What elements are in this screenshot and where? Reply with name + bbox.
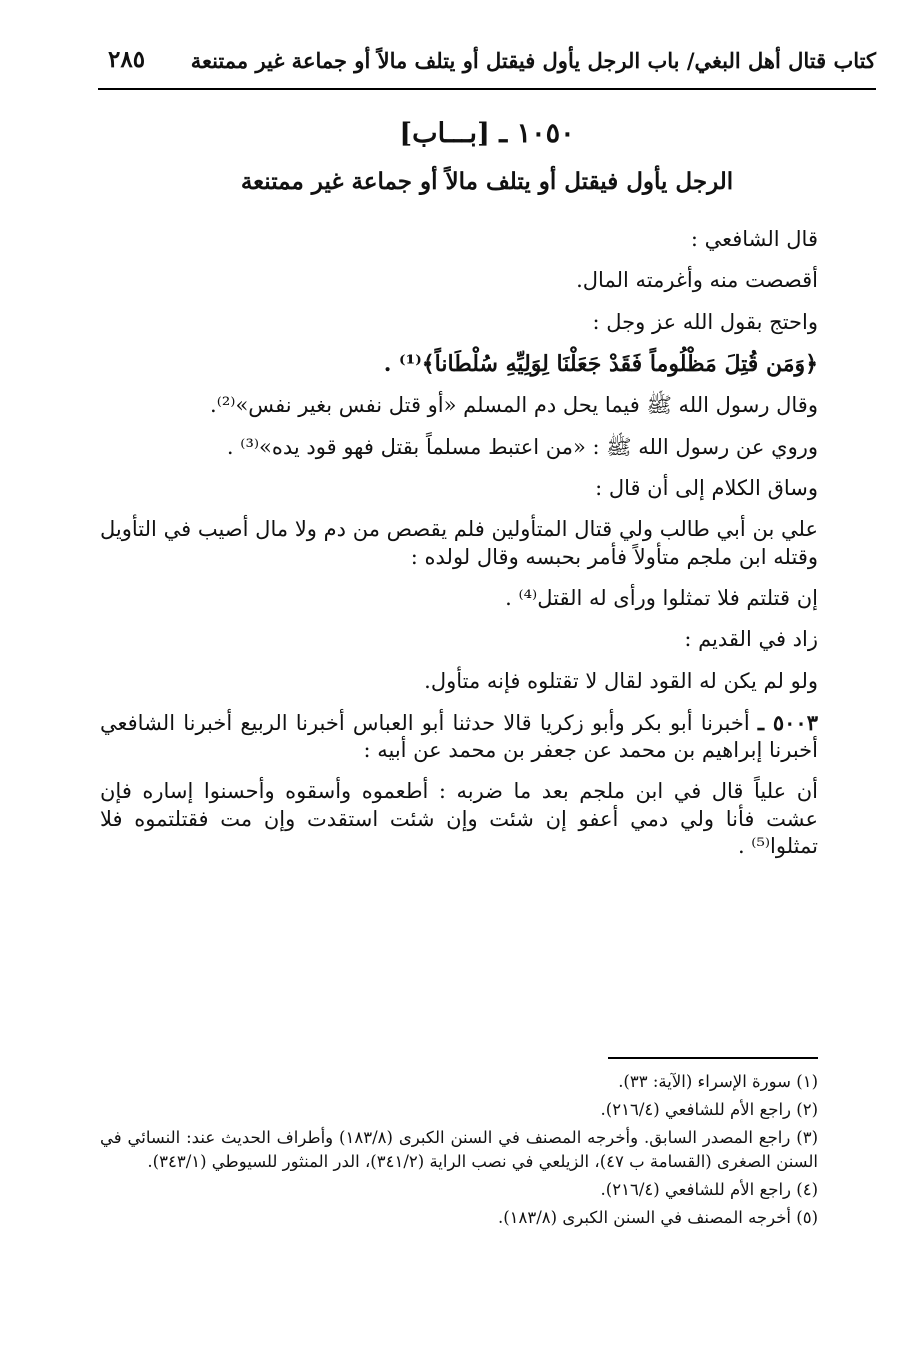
chapter-heading: ١٠٥٠ ـ [بـــاب]	[399, 118, 575, 149]
paragraph: أن علياً قال في ابن ملجم بعد ما ضربه : أطعموه وأسقوه وأحسنوا إساره فإن عشت فأنا ولي دمي أعفو إن شئت وإن شئت استقدت وإن مت فقتلتموه فلا تمثلوا⁽⁵⁾ .	[100, 779, 818, 859]
main-text	[100, 226, 818, 874]
paragraph: قال الشافعي :	[690, 227, 818, 251]
running-title: كتاب قتال أهل البغي/ باب الرجل يأول فيقتل أو يتلف مالاً أو جماعة غير ممتنعة	[190, 48, 876, 73]
paragraph: وروي عن رسول الله ﷺ : «من اعتبط مسلماً بقتل فهو قود يده»⁽³⁾ .	[226, 434, 818, 459]
hadith-paragraph	[100, 709, 818, 765]
footnote: (١) سورة الإسراء (الآية: ٣٣).	[618, 1072, 818, 1091]
running-header	[98, 42, 876, 90]
chapter-subtitle: الرجل يأول فيقتل أو يتلف مالاً أو جماعة غير ممتنعة	[240, 168, 734, 195]
paragraph: وساق الكلام إلى أن قال :	[595, 476, 818, 501]
footnote: (٤) راجع الأم للشافعي (٢١٦/٤).	[600, 1179, 818, 1199]
paragraph: زاد في القديم :	[684, 627, 818, 652]
footnote: (٢) راجع الأم للشافعي (٢١٦/٤).	[600, 1099, 818, 1119]
hadith-number: ٥٠٠٣ ـ	[757, 709, 818, 735]
footnote: (٥) أخرجه المصنف في السنن الكبرى (١٨٣/٨).	[497, 1207, 818, 1227]
paragraph: وقال رسول الله ﷺ فيما يحل دم المسلم «أو قتل نفس بغير نفس»⁽²⁾.	[210, 393, 818, 418]
footnote: (٣) راجع المصدر السابق. وأخرجه المصنف في السنن الكبرى (١٨٣/٨) وأطراف الحديث عند: النسائي في السنن الصغرى (القسامة ب ٤٧)، الزيلعي في نصب الراية (٣٤١/٢)، الدر المنثور للسيوطي (٣٤٣/١).	[100, 1127, 818, 1171]
paragraph: واحتج بقول الله عز وجل :	[592, 309, 818, 334]
footnotes	[100, 1070, 818, 1234]
quran-verse: ﴿وَمَن قُتِلَ مَظْلُوماً فَقَدْ جَعَلْنَا لِوَلِيِّهِ سُلْطَاناً﴾⁽¹⁾ .	[383, 350, 818, 377]
paragraph: ولو لم يكن له القود لقال لا تقتلوه فإنه متأول.	[424, 668, 818, 693]
paragraph: علي بن أبي طالب ولي قتال المتأولين فلم يقصص من دم ولا مال أصيب في التأويل وقتله ابن ملجم متأولاً فأمر بحبسه وقال لولده :	[100, 517, 818, 569]
page-number: ٢٨٥	[108, 46, 146, 73]
footnote-divider	[608, 1057, 818, 1059]
paragraph: إن قتلتم فلا تمثلوا ورأى له القتل⁽⁴⁾ .	[505, 585, 818, 610]
paragraph: أقصصت منه وأغرمته المال.	[576, 268, 818, 293]
hadith-chain: أخبرنا أبو بكر وأبو زكريا قالا حدثنا أبو العباس أخبرنا الربيع أخبرنا الشافعي أخبرنا إبراهيم بن محمد عن جعفر بن محمد عن أبيه :	[100, 710, 818, 763]
